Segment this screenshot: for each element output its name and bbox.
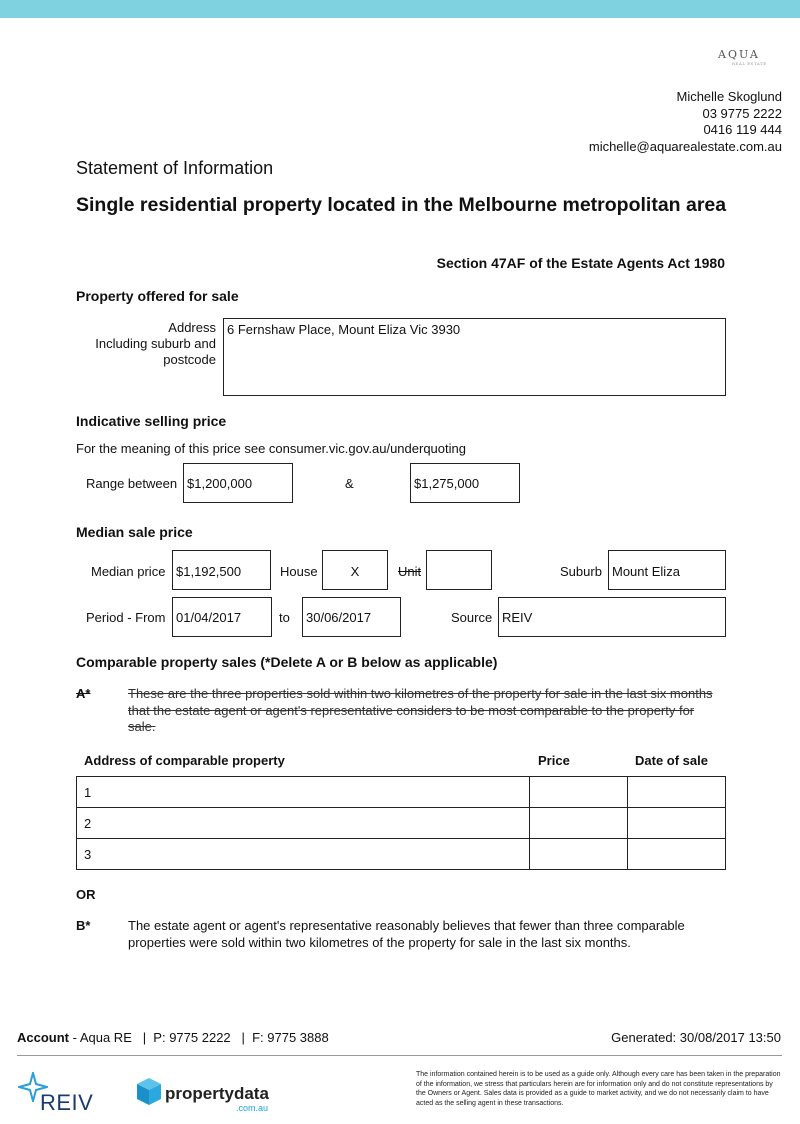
col-date-header: Date of sale [635, 753, 708, 768]
property-section-title: Property offered for sale [76, 288, 239, 304]
price-high-field[interactable]: $1,275,000 [410, 463, 520, 503]
propertydata-logo: propertydata [165, 1084, 269, 1103]
comparable-address-cell[interactable]: 2 [77, 808, 530, 839]
agent-contact [589, 89, 782, 155]
comparable-price-cell[interactable] [530, 777, 628, 808]
comparable-section-title: Comparable property sales (*Delete A or B below as applicable) [76, 654, 498, 670]
agent-email[interactable]: michelle@aquarealestate.com.au [588, 138, 782, 154]
address-field[interactable]: 6 Fernshaw Place, Mount Eliza Vic 3930 [223, 318, 726, 396]
or-label: OR [76, 887, 96, 902]
comparable-table [76, 776, 726, 870]
unit-field[interactable] [426, 550, 492, 590]
address-label-line3: postcode [163, 352, 216, 367]
account-label: Account [17, 1030, 69, 1045]
comparable-price-cell[interactable] [530, 808, 628, 839]
table-row [77, 808, 726, 839]
option-a-text: These are the three properties sold within two kilometres of the property for sale in the last six months that the estate agent or agent's representative considers to be most comparable to the property for sale. [128, 686, 713, 734]
agent-phone: 03 9775 2222 [702, 105, 782, 121]
comparable-date-cell[interactable] [628, 808, 726, 839]
address-label-line2: Including suburb and [95, 336, 216, 351]
generated-timestamp: Generated: 30/08/2017 13:50 [611, 1030, 781, 1045]
document-heading: Single residential property located in the Melbourne metropolitan area [76, 194, 727, 216]
period-to-field[interactable]: 30/06/2017 [302, 597, 401, 637]
comparable-address-cell[interactable]: 3 [77, 839, 530, 870]
aqua-logo-sub: REAL ESTATE [732, 61, 767, 66]
table-row [77, 839, 726, 870]
range-label: Range between [86, 476, 178, 491]
col-price-header: Price [538, 753, 570, 768]
price-low-field[interactable]: $1,200,000 [183, 463, 293, 503]
house-label: House [280, 564, 318, 579]
aqua-logo-text: AQUA [718, 48, 760, 61]
address-label-line1: Address [168, 320, 216, 335]
agent-name: Michelle Skoglund [676, 89, 782, 104]
account-info [17, 1030, 329, 1045]
top-accent-bar [0, 0, 800, 18]
propertydata-cube-icon [136, 1077, 162, 1107]
footer-divider [17, 1055, 782, 1056]
suburb-label: Suburb [560, 564, 602, 579]
option-a-label: A* [76, 686, 91, 701]
source-label: Source [451, 610, 493, 625]
comparable-date-cell[interactable] [628, 839, 726, 870]
median-price-field[interactable]: $1,192,500 [172, 550, 271, 590]
comparable-price-cell[interactable] [530, 839, 628, 870]
account-details: - Aqua RE | P: 9775 2222 | F: 9775 3888 [69, 1030, 329, 1045]
suburb-field[interactable]: Mount Eliza [608, 550, 726, 590]
reiv-logo: REIV [40, 1090, 94, 1115]
option-b-text: The estate agent or agent's representative reasonably believes that fewer than three comparable properties were sold within two kilometres of the property for sale in the last six months. [128, 918, 685, 950]
col-address-header: Address of comparable property [84, 753, 285, 768]
unit-label: Unit [398, 564, 422, 579]
period-from-field[interactable]: 01/04/2017 [172, 597, 272, 637]
period-to-label: to [279, 610, 290, 625]
comparable-address-cell[interactable]: 1 [77, 777, 530, 808]
comparable-date-cell[interactable] [628, 777, 726, 808]
median-section-title: Median sale price [76, 524, 193, 540]
document-title: Statement of Information [76, 158, 274, 178]
indicative-section-title: Indicative selling price [76, 413, 227, 429]
disclaimer-text: The information contained herein is to be used as a guide only. Although every care has been taken in the preparation of the information, we stress that particulars herein are for information only and do not constitute representations by the Owners or Agent. Sales data is provided as a guide to market activity, and we do not necessarily claim to have acted as the selling agent in these transactions. [416, 1071, 781, 1107]
source-field[interactable]: REIV [498, 597, 726, 637]
range-and: & [345, 476, 354, 491]
underquoting-note: For the meaning of this price see consumer.vic.gov.au/underquoting [76, 441, 466, 456]
median-price-label: Median price [91, 564, 166, 579]
address-label [95, 320, 216, 368]
propertydata-logo-sub: .com.au [236, 1103, 269, 1113]
option-b-label: B* [76, 918, 91, 933]
house-field[interactable]: X [322, 550, 388, 590]
act-reference: Section 47AF of the Estate Agents Act 1980 [436, 255, 725, 271]
agent-mobile: 0416 119 444 [703, 122, 782, 137]
period-label: Period - From [86, 610, 166, 625]
table-row [77, 777, 726, 808]
aqua-logo [718, 48, 767, 66]
